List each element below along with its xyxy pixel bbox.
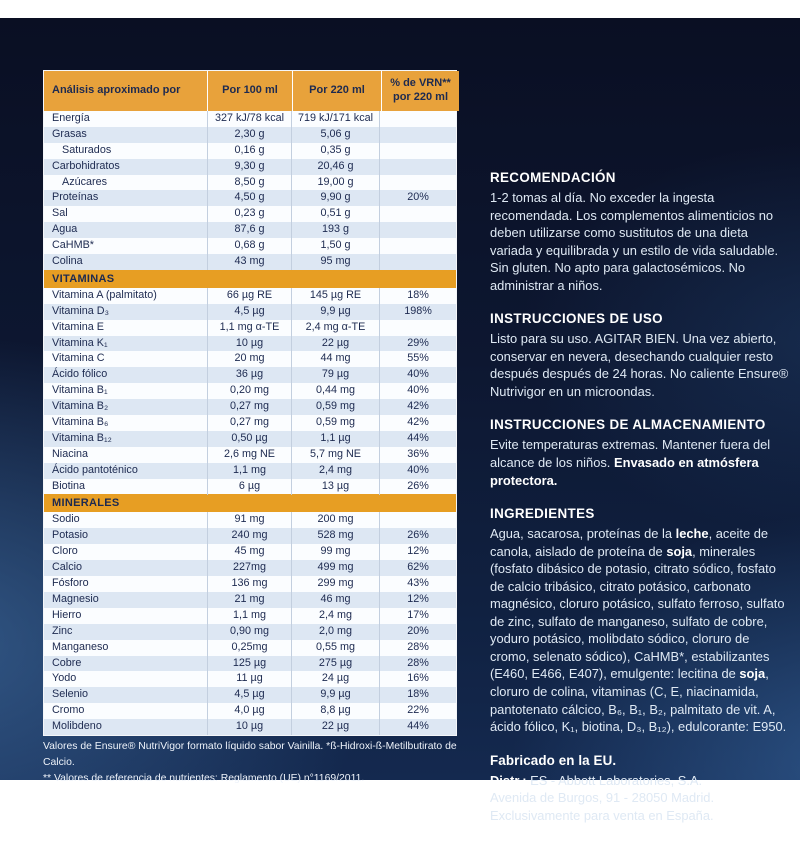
bold-text: Distr.:: [490, 772, 527, 788]
value-vrn-percent: [379, 127, 456, 143]
value-per-100ml: 11 µg: [207, 671, 291, 687]
value-per-100ml: 87,6 g: [207, 222, 291, 238]
table-header-per-100ml: Por 100 ml: [208, 71, 292, 111]
section-paragraph: [490, 525, 790, 736]
value-vrn-percent: [379, 254, 456, 270]
table-row: [44, 222, 456, 238]
value-per-100ml: 4,5 µg: [207, 687, 291, 703]
value-per-220ml: 0,51 g: [291, 206, 379, 222]
nutrient-name: Hierro: [52, 608, 82, 621]
bold-text: soja: [666, 543, 693, 559]
value-vrn-percent: 29%: [379, 336, 456, 352]
value-vrn-percent: 28%: [379, 656, 456, 672]
footnotes: [43, 739, 483, 786]
value-per-220ml: 0,55 mg: [291, 640, 379, 656]
value-per-220ml: 2,4 mg α-TE: [291, 320, 379, 336]
value-per-220ml: 719 kJ/171 kcal: [291, 111, 379, 127]
table-row: [44, 399, 456, 415]
table-row: [44, 320, 456, 336]
table-row: [44, 238, 456, 254]
table-row: [44, 127, 456, 143]
footnote-line-2: ** Valores de referencia de nutrientes: Reglamento (UE) n°1169/2011.: [43, 772, 365, 784]
nutrient-name: Vitamina E: [52, 320, 105, 333]
value-vrn-percent: 44%: [379, 431, 456, 447]
value-vrn-percent: 43%: [379, 576, 456, 592]
text: , minerales (fosfato dibásico de potasio, citrato sódico, fosfato de calcio tribásico, citrato potásico, carbonato magnésico, cloruro potásico, sulfato ferroso, sulfato de zinc, sulfato de manganeso, sulfato de cobre, yoduro potásico, molibdato sódico, cloruro de cromo, selenato sódico), CaHMB*, estabilizantes (E460, E466, E407), emulgente: lecitina de: [490, 543, 785, 682]
nutrient-name: Zinc: [52, 624, 73, 637]
table-row: [44, 415, 456, 431]
value-per-100ml: 91 mg: [207, 512, 291, 528]
value-vrn-percent: 42%: [379, 399, 456, 415]
value-vrn-percent: 44%: [379, 719, 456, 735]
value-per-220ml: 99 mg: [291, 544, 379, 560]
section-paragraph: [490, 330, 790, 400]
value-per-100ml: 43 mg: [207, 254, 291, 270]
table-row: [44, 431, 456, 447]
value-per-220ml: 0,35 g: [291, 143, 379, 159]
value-per-100ml: 0,27 mg: [207, 415, 291, 431]
table-row: [44, 463, 456, 479]
nutrient-name: Cromo: [52, 704, 85, 717]
table-row: [44, 447, 456, 463]
table-row: [44, 111, 456, 127]
table-row: [44, 528, 456, 544]
value-vrn-percent: 55%: [379, 351, 456, 367]
value-vrn-percent: 40%: [379, 463, 456, 479]
text: Evite temperaturas extremas. Mantener fuera del alcance de los niños.: [490, 437, 771, 471]
section-heading: RECOMENDACIÓN: [490, 170, 616, 185]
value-per-220ml: 8,8 µg: [291, 703, 379, 719]
value-per-100ml: 227mg: [207, 560, 291, 576]
table-row: [44, 288, 456, 304]
value-vrn-percent: 16%: [379, 671, 456, 687]
footnote-line-1: Valores de Ensure® NutriVigor formato líquido sabor Vainilla. *ß-Hidroxi-ß-Metilbutirato de Calcio.: [43, 741, 457, 768]
value-per-220ml: 44 mg: [291, 351, 379, 367]
value-per-220ml: 2,0 mg: [291, 624, 379, 640]
table-row: [44, 719, 456, 735]
value-per-220ml: 22 µg: [291, 719, 379, 735]
value-vrn-percent: [379, 238, 456, 254]
nutrient-name: Proteínas: [52, 191, 99, 204]
value-vrn-percent: 20%: [379, 624, 456, 640]
nutrient-name: Saturados: [62, 143, 112, 156]
nutrient-name: Yodo: [52, 672, 77, 685]
table-section-header-minerales: MINERALES: [44, 494, 456, 512]
text: ES - Abbott Laboratories, S.A.: [526, 772, 703, 788]
section-paragraph: [490, 189, 790, 294]
table-row: [44, 336, 456, 352]
value-per-100ml: 66 µg RE: [207, 288, 291, 304]
value-per-220ml: 9,9 µg: [291, 304, 379, 320]
table-row: [44, 687, 456, 703]
value-per-100ml: 240 mg: [207, 528, 291, 544]
value-vrn-percent: 26%: [379, 479, 456, 495]
value-per-220ml: 22 µg: [291, 336, 379, 352]
value-per-100ml: 0,25mg: [207, 640, 291, 656]
nutrient-name: Sodio: [52, 513, 80, 526]
value-per-220ml: 79 µg: [291, 367, 379, 383]
nutrient-name: Calcio: [52, 561, 83, 574]
value-per-100ml: 45 mg: [207, 544, 291, 560]
value-per-100ml: 0,50 µg: [207, 431, 291, 447]
nutrition-table: [43, 70, 457, 736]
value-per-220ml: 2,4 mg: [291, 608, 379, 624]
value-per-220ml: 2,4 mg: [291, 463, 379, 479]
table-row: [44, 544, 456, 560]
value-per-100ml: 125 µg: [207, 656, 291, 672]
value-per-220ml: 9,90 g: [291, 190, 379, 206]
nutrient-name: Carbohidratos: [52, 159, 120, 172]
nutrient-name: Cloro: [52, 545, 78, 558]
section-heading: INSTRUCCIONES DE ALMACENAMIENTO: [490, 417, 766, 433]
nutrient-name: Vitamina B₂: [52, 400, 109, 413]
value-per-100ml: 1,1 mg: [207, 608, 291, 624]
value-per-100ml: 4,5 µg: [207, 304, 291, 320]
nutrient-name: Potasio: [52, 529, 89, 542]
text: 1-2 tomas al día. No exceder la ingesta recomendada. Los complementos alimenticios no deben utilizarse como sustitutos de una dieta variada y equilibrada y un estilo de vida saludable. Sin gluten. No apto para galactosémicos. No administrar a niños.: [490, 190, 779, 293]
info-section: [490, 170, 790, 294]
nutrient-name: Vitamina B₁₂: [52, 431, 112, 444]
value-per-100ml: 10 µg: [207, 719, 291, 735]
text: , cloruro de colina, vitaminas (C, E, niacinamida, pantotenato cálcico, B₆, B₁, B₂, palmitato de vit. A, ácido fólico, K₁, biotina, D₃, B₁₂), edulcorante: E950.: [490, 666, 787, 735]
value-per-100ml: 0,20 mg: [207, 383, 291, 399]
table-header-row: [44, 71, 456, 111]
nutrient-name: Selenio: [52, 688, 89, 701]
value-per-100ml: 0,23 g: [207, 206, 291, 222]
value-vrn-percent: 28%: [379, 640, 456, 656]
value-vrn-percent: 62%: [379, 560, 456, 576]
value-vrn-percent: 198%: [379, 304, 456, 320]
table-row: [44, 367, 456, 383]
section-paragraph: [490, 436, 790, 489]
table-row: [44, 190, 456, 206]
value-per-220ml: 200 mg: [291, 512, 379, 528]
value-per-220ml: 46 mg: [291, 592, 379, 608]
nutrient-name: Manganeso: [52, 640, 109, 653]
value-per-220ml: 0,44 mg: [291, 383, 379, 399]
value-per-220ml: 499 mg: [291, 560, 379, 576]
table-row: [44, 351, 456, 367]
nutrient-name: Niacina: [52, 447, 89, 460]
value-per-220ml: 0,59 mg: [291, 399, 379, 415]
nutrient-name: Energía: [52, 112, 90, 124]
nutrient-name: Vitamina K₁: [52, 336, 108, 349]
table-row: [44, 304, 456, 320]
table-row: [44, 560, 456, 576]
table-row: [44, 576, 456, 592]
value-per-220ml: 299 mg: [291, 576, 379, 592]
value-per-220ml: 13 µg: [291, 479, 379, 495]
nutrient-name: Colina: [52, 255, 83, 268]
table-row: [44, 703, 456, 719]
value-per-100ml: 21 mg: [207, 592, 291, 608]
text: Exclusivamente para venta en España.: [490, 807, 714, 823]
table-row: [44, 206, 456, 222]
value-per-220ml: 145 µg RE: [291, 288, 379, 304]
table-row: [44, 159, 456, 175]
value-vrn-percent: 40%: [379, 383, 456, 399]
value-vrn-percent: 20%: [379, 190, 456, 206]
value-vrn-percent: 36%: [379, 447, 456, 463]
nutrient-name: Sal: [52, 207, 68, 220]
section-paragraph: [490, 772, 790, 790]
section-heading: Fabricado en la EU.: [490, 752, 617, 768]
value-per-220ml: 24 µg: [291, 671, 379, 687]
text: Avenida de Burgos, 91 - 28050 Madrid.: [490, 790, 715, 806]
table-row: [44, 143, 456, 159]
value-per-100ml: 327 kJ/78 kcal: [207, 111, 291, 127]
value-vrn-percent: [379, 111, 456, 127]
value-per-220ml: 528 mg: [291, 528, 379, 544]
label-background: [0, 18, 800, 823]
table-row: [44, 608, 456, 624]
value-per-100ml: 136 mg: [207, 576, 291, 592]
value-per-220ml: 19,00 g: [291, 175, 379, 191]
nutrient-name: Fósforo: [52, 577, 89, 590]
nutrient-name: Magnesio: [52, 592, 99, 605]
section-heading: INSTRUCCIONES DE USO: [490, 311, 663, 327]
value-vrn-percent: [379, 512, 456, 528]
value-per-100ml: 9,30 g: [207, 159, 291, 175]
nutrition-table-body: [44, 111, 456, 735]
nutrient-name: Agua: [52, 223, 78, 236]
value-per-220ml: 275 µg: [291, 656, 379, 672]
value-per-220ml: 1,1 µg: [291, 431, 379, 447]
text: Listo para su uso. AGITAR BIEN. Una vez abierto, conservar en nevera, desechando cualquier resto después después de 24 horas. No caliente Ensure® Nutrivigor en un microondas.: [490, 331, 789, 399]
info-section: [490, 417, 790, 489]
text: , aceite de canola, aislado de proteína de: [490, 526, 769, 559]
value-vrn-percent: [379, 320, 456, 336]
text: Agua, sacarosa, proteínas de la: [490, 526, 676, 542]
value-per-100ml: 36 µg: [207, 367, 291, 383]
value-per-100ml: 20 mg: [207, 351, 291, 367]
value-per-220ml: 193 g: [291, 222, 379, 238]
value-per-100ml: 2,30 g: [207, 127, 291, 143]
bold-text: Envasado en atmósfera protectora.: [490, 455, 759, 488]
value-per-100ml: 4,0 µg: [207, 703, 291, 719]
table-row: [44, 656, 456, 672]
nutrient-name: Grasas: [52, 127, 87, 140]
table-header-vrn-percent: % de VRN** por 220 ml: [382, 71, 459, 111]
value-per-100ml: 2,6 mg NE: [207, 447, 291, 463]
value-per-100ml: 6 µg: [207, 479, 291, 495]
value-per-220ml: 9,9 µg: [291, 687, 379, 703]
value-vrn-percent: [379, 206, 456, 222]
section-paragraph: [490, 789, 790, 807]
value-vrn-percent: 42%: [379, 415, 456, 431]
table-row: [44, 254, 456, 270]
value-vrn-percent: 12%: [379, 592, 456, 608]
value-vrn-percent: 18%: [379, 687, 456, 703]
nutrient-name: Biotina: [52, 479, 86, 492]
table-header-analisis: Análisis aproximado por: [44, 71, 207, 111]
table-row: [44, 624, 456, 640]
value-per-220ml: 20,46 g: [291, 159, 379, 175]
nutrient-name: Cobre: [52, 656, 82, 669]
table-row: [44, 383, 456, 399]
value-vrn-percent: 18%: [379, 288, 456, 304]
value-per-100ml: 0,90 mg: [207, 624, 291, 640]
table-header-per-220ml: Por 220 ml: [293, 71, 381, 111]
value-vrn-percent: 12%: [379, 544, 456, 560]
value-vrn-percent: [379, 159, 456, 175]
value-vrn-percent: 26%: [379, 528, 456, 544]
nutrient-name: Vitamina A (palmitato): [52, 288, 157, 301]
value-per-100ml: 0,27 mg: [207, 399, 291, 415]
table-row: [44, 512, 456, 528]
value-per-100ml: 8,50 g: [207, 175, 291, 191]
value-per-100ml: 0,68 g: [207, 238, 291, 254]
value-per-220ml: 5,06 g: [291, 127, 379, 143]
value-per-100ml: 10 µg: [207, 336, 291, 352]
value-per-100ml: 4,50 g: [207, 190, 291, 206]
nutrient-name: Azúcares: [62, 175, 108, 188]
nutrient-name: Vitamina C: [52, 352, 105, 365]
value-vrn-percent: 17%: [379, 608, 456, 624]
value-vrn-percent: 40%: [379, 367, 456, 383]
value-per-220ml: 1,50 g: [291, 238, 379, 254]
right-column: [490, 170, 790, 841]
value-per-100ml: 1,1 mg: [207, 463, 291, 479]
table-row: [44, 671, 456, 687]
value-per-220ml: 0,59 mg: [291, 415, 379, 431]
info-section: [490, 311, 790, 400]
nutrient-name: Ácido fólico: [52, 368, 108, 381]
table-section-header-vitaminas: VITAMINAS: [44, 270, 456, 288]
table-row: [44, 640, 456, 656]
table-row: [44, 592, 456, 608]
table-row: [44, 175, 456, 191]
value-vrn-percent: [379, 143, 456, 159]
value-vrn-percent: 22%: [379, 703, 456, 719]
value-vrn-percent: [379, 222, 456, 238]
value-vrn-percent: [379, 175, 456, 191]
value-per-220ml: 5,7 mg NE: [291, 447, 379, 463]
nutrient-name: Vitamina D₃: [52, 304, 110, 317]
nutrient-name: Vitamina B₆: [52, 416, 109, 429]
nutrient-name: Vitamina B₁: [52, 384, 108, 397]
info-section: [490, 753, 790, 825]
section-heading: INGREDIENTES: [490, 506, 595, 522]
info-section: [490, 506, 790, 736]
nutrient-name: Molibdeno: [52, 720, 102, 733]
value-per-100ml: 0,16 g: [207, 143, 291, 159]
value-per-220ml: 95 mg: [291, 254, 379, 270]
nutrient-name: CaHMB*: [52, 239, 94, 252]
bold-text: soja: [739, 666, 766, 682]
nutrient-name: Ácido pantoténico: [52, 463, 138, 476]
bold-text: leche: [675, 526, 709, 542]
section-paragraph: [490, 807, 790, 825]
table-row: [44, 479, 456, 495]
value-per-100ml: 1,1 mg α-TE: [207, 320, 291, 336]
